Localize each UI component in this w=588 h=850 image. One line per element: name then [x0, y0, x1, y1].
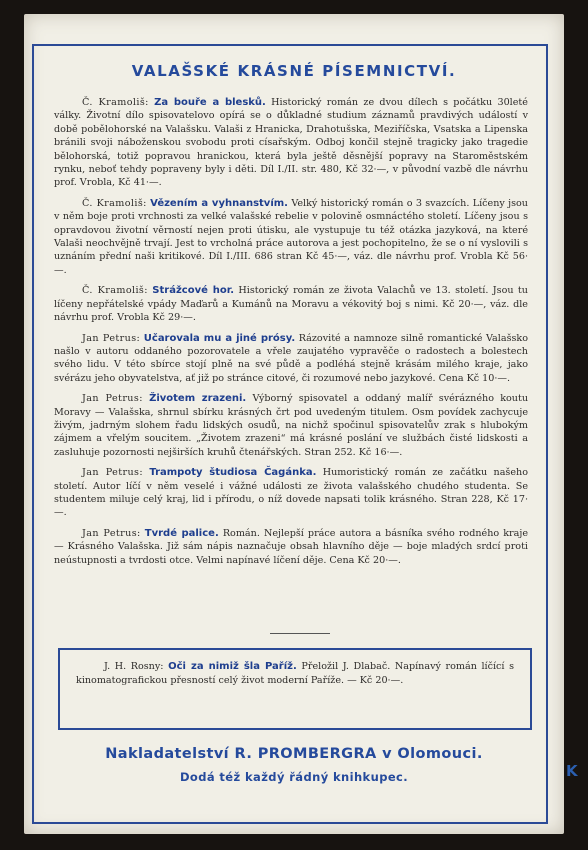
entry-title: Strážcové hor.	[152, 285, 235, 297]
book-entry	[54, 284, 528, 324]
entry-description: Přeložil J. Dlabač. Napínavý román líčící s kinomatografickou přesností celý život moderní Paříže. — Kč 20·—.	[76, 661, 515, 686]
entry-title: Vězením a vyhnanstvím.	[150, 197, 288, 209]
book-entry	[54, 197, 528, 277]
entry-author: Jan Petrus:	[82, 332, 141, 344]
entry-description: Historický román ze dvou dílech s počátku 30leté války. Životní dílo spisovatelovo opírá se o důkladné studium záznamů pravdivých událostí v době pobělohorské na Valašsku. Valaši z Hranicka, Drahotušska, Meziříčska, Vsatska a Lipenska bránili svoji náboženskou svobodu proti císařským. Odboj končil stejně tragicky jako tragedie bělohorská, totiž popravou hranickou, která byla ještě děsnější popravy na Staroměstském rynku, neboť tehdy popraveny byly i děti. Díl I./II. str. 480, Kč 32·—, v původní vazbě dle návrhu prof. Vrobla, Kč 41·—.	[54, 97, 528, 189]
entry-title: Za bouře a blesků.	[154, 97, 266, 108]
book-list	[54, 96, 528, 574]
book-entry	[54, 392, 528, 459]
book-entry	[54, 332, 528, 386]
entry-author: Jan Petrus:	[82, 467, 143, 479]
entry-description: Výborný spisovatel a oddaný malíř svérázného koutu Moravy — Valašska, shrnul sbírku krásných črt pod uvedeným titulem. Osm povídek zachycuje živým, jadrným slohem řadu lidských osudů, na nichž spočinul spisovatelův zrak s hlubokým zájmem a vřelým soucitem. „Životem zrazeni“ má krásné poslání ve službách čisté lidskosti a zasluhuje pozornosti nejširších kruhů čtenářských. Stran 252. Kč 16·—.	[54, 393, 528, 458]
book-entry	[54, 96, 528, 190]
entry-title: Učarovala mu a jiné prósy.	[143, 332, 296, 344]
entry-title: Tvrdé palice.	[144, 527, 219, 539]
entry-author: Č. Kramoliš:	[82, 97, 149, 108]
entry-author: Č. Kramoliš:	[82, 197, 147, 209]
entry-author: Jan Petrus:	[82, 393, 143, 405]
entry-description: Humoristický román ze začátku našeho století. Autor líčí v něm veselé i vážné události ze života valašského chudého studenta. Se studentem miluje celý kraj, lid i přírodu, o níž dovede napsati tolik krásného. Stran 228, Kč 17·—.	[54, 467, 528, 519]
spine-letter: K	[566, 762, 578, 780]
entry-title: Trampoty študiosa Čagánka.	[149, 467, 317, 479]
entry-description: Historický román ze života Valachů ve 13. století. Jsou tu líčeny nepřátelské vpády Maďarů a Kumánů na Moravu a vékovitý boj s nimi. Kč 20·—, váz. dle návrhu prof. Vrobla Kč 29·—.	[54, 285, 528, 324]
page-title: VALAŠSKÉ KRÁSNÉ PÍSEMNICTVÍ.	[131, 62, 457, 80]
featured-book-box	[58, 648, 532, 730]
book-entry	[54, 527, 528, 567]
entry-title: Životem zrazeni.	[149, 393, 247, 405]
entry-author: Č. Kramoliš:	[82, 285, 148, 297]
entry-description: Velký historický román o 3 svazcích. Líčeny jsou v něm boje proti vrchnosti za velké valašské rebelie v polovině osmnáctého století. Líčeny jsou s opravdovou životní věrností nejen proti útisku, ale vystupuje tu též otázka jazyková, na které Valaši neochvějně trvají. Jest to vrcholná práce autorova a jest pochopitelno, že se o ní vyslovili s uznáním přední naši kritikové. Díl I./III. 686 stran Kč 45·—, váz. dle návrhu prof. Vrobla Kč 56·—.	[54, 197, 528, 276]
entry-author: Jan Petrus:	[82, 527, 141, 539]
entry-description: Rázovité a namnoze silně romantické Valašsko našlo v autoru oddaného pozorovatele a vřele zaujatého vypravěče o radostech a bolestech svého lidu. V této sbírce stojí plně na své půdě a podléhá stejně krásám milého kraje, jako svérázu jeho obyvatelstva, ať již po stránce citové, či rozumové nebo jazykové. Cena Kč 10·—.	[54, 332, 529, 384]
publisher-name: Nakladatelství R. PROMBERGRA v Olomouci.	[105, 746, 483, 762]
divider	[270, 633, 330, 634]
publisher-tagline: Dodá též každý řádný knihkupec.	[179, 770, 409, 784]
featured-book-entry	[76, 660, 514, 688]
entry-title: Oči za nimiž šla Paříž.	[168, 661, 297, 672]
entry-description: Román. Nejlepší práce autora a básníka svého rodného kraje — Krásného Valašska. Již sám nápis naznačuje obsah hlavního děje — boje mladých srdcí proti neústupnosti a tvrdosti otce. Velmi napínavé líčení děje. Cena Kč 20·—.	[54, 527, 528, 566]
entry-author: J. H. Rosny:	[104, 661, 164, 672]
book-entry	[54, 466, 528, 520]
